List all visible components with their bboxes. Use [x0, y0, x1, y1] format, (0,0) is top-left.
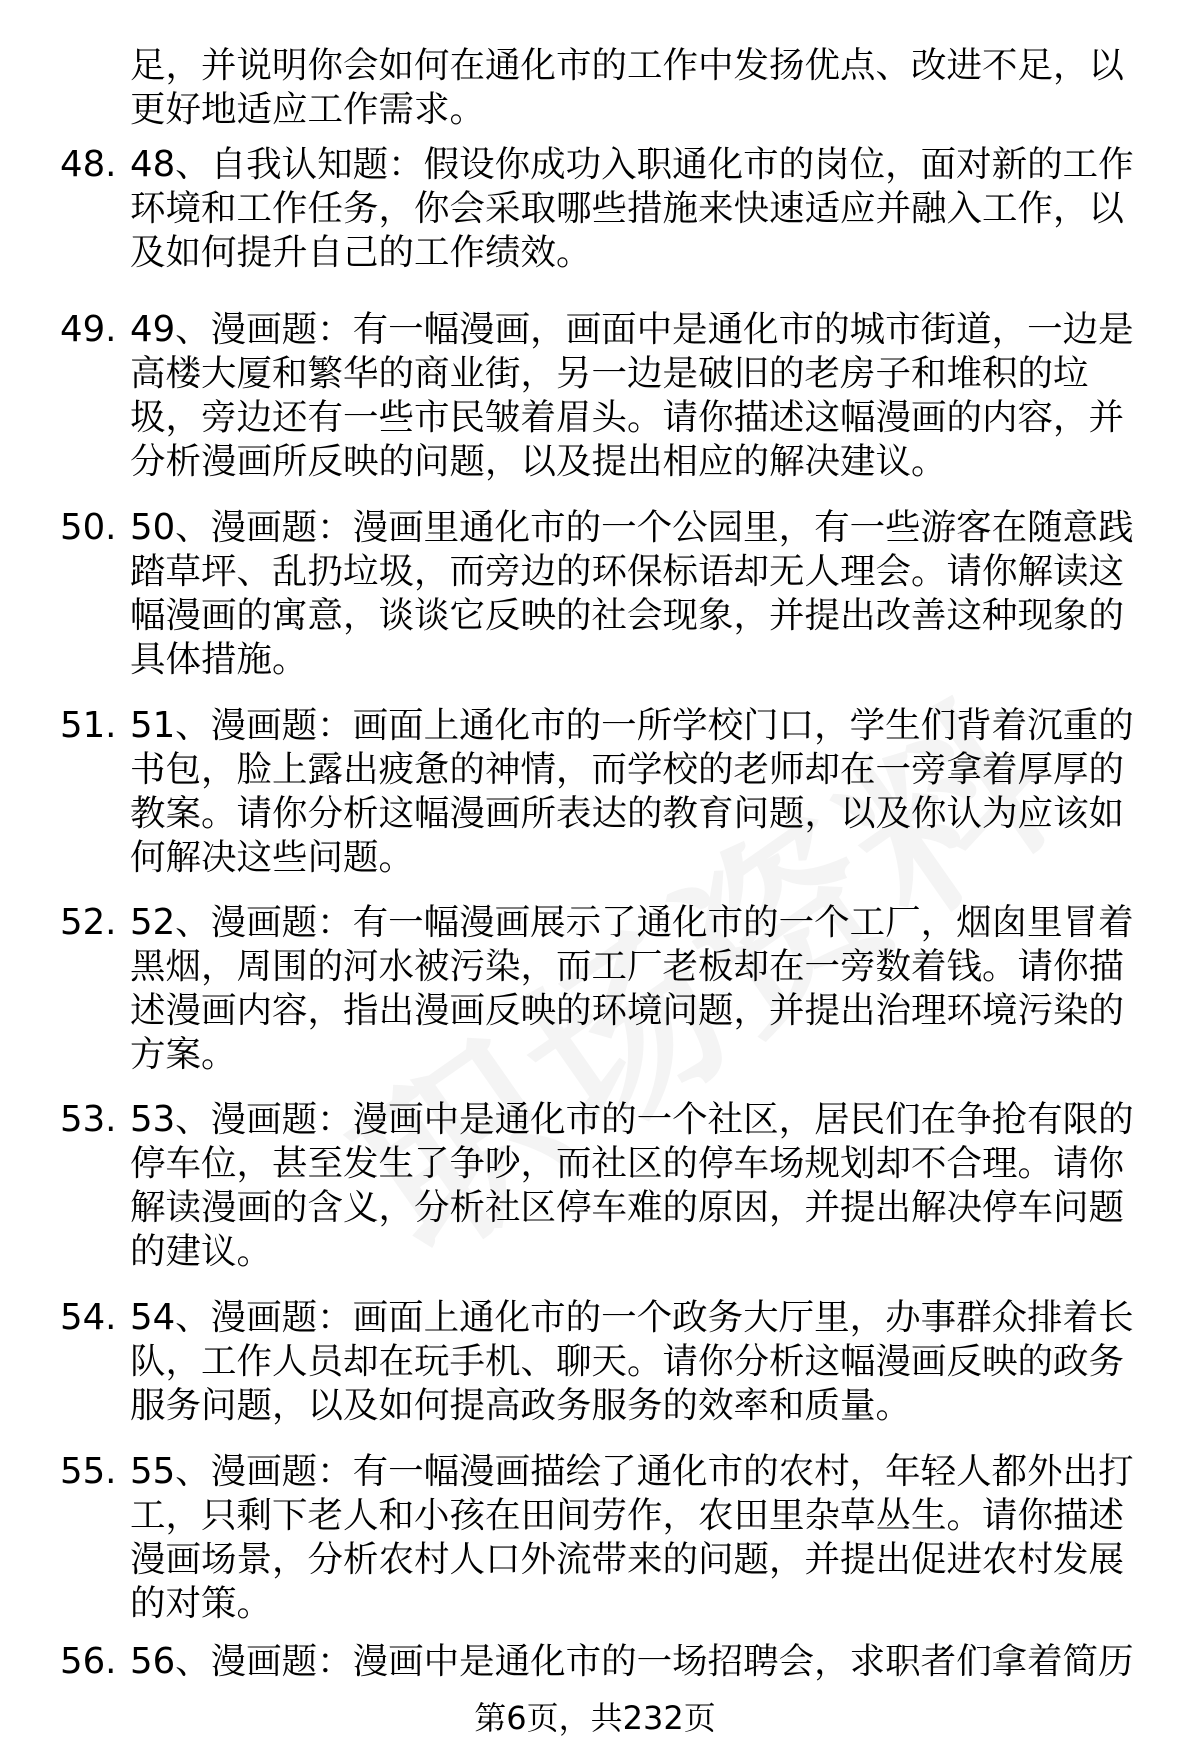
item-text [130, 1098, 1160, 1274]
item-text [130, 901, 1160, 1077]
text-line: 51、漫画题：画面上通化市的一所学校门口，学生们背着沉重的 [130, 705, 1134, 746]
item-text [130, 704, 1160, 880]
item-text [130, 1640, 1160, 1684]
text-line: 述漫画内容，指出漫画反映的环境问题，并提出治理环境污染的 [130, 990, 1125, 1031]
text-line: 何解决这些问题。 [130, 837, 415, 878]
item-number: 55. [60, 1451, 117, 1492]
item-number: 51. [60, 705, 117, 746]
item-text [130, 143, 1160, 275]
item-number: 53. [60, 1099, 117, 1140]
text-line: 工，只剩下老人和小孩在田间劳作，农田里杂草丛生。请你描述 [130, 1495, 1125, 1536]
text-line: 分析漫画所反映的问题，以及提出相应的解决建议。 [130, 441, 947, 482]
item-number: 50. [60, 507, 117, 548]
text-line: 书包，脸上露出疲惫的神情，而学校的老师却在一旁拿着厚厚的 [130, 749, 1125, 790]
text-line: 48、自我认知题：假设你成功入职通化市的岗位，面对新的工作 [130, 144, 1134, 185]
text-line: 服务问题，以及如何提高政务服务的效率和质量。 [130, 1385, 912, 1426]
text-line: 教案。请你分析这幅漫画所表达的教育问题，以及你认为应该如 [130, 793, 1125, 834]
text-line: 高楼大厦和繁华的商业街，另一边是破旧的老房子和堆积的垃 [130, 353, 1089, 394]
text-line: 足，并说明你会如何在通化市的工作中发扬优点、改进不足，以 [130, 45, 1125, 86]
text-line: 停车位，甚至发生了争吵，而社区的停车场规划却不合理。请你 [130, 1143, 1125, 1184]
text-line: 幅漫画的寓意，谈谈它反映的社会现象，并提出改善这种现象的 [130, 595, 1125, 636]
text-line: 环境和工作任务，你会采取哪些措施来快速适应并融入工作，以 [130, 188, 1125, 229]
text-line: 52、漫画题：有一幅漫画展示了通化市的一个工厂，烟囱里冒着 [130, 902, 1134, 943]
text-line: 56、漫画题：漫画中是通化市的一场招聘会，求职者们拿着简历 [130, 1641, 1134, 1682]
text-line: 更好地适应工作需求。 [130, 89, 486, 130]
page-footer [0, 1698, 1190, 1738]
text-line: 49、漫画题：有一幅漫画，画面中是通化市的城市街道，一边是 [130, 309, 1134, 350]
text-line: 53、漫画题：漫画中是通化市的一个社区，居民们在争抢有限的 [130, 1099, 1134, 1140]
item-text [130, 1296, 1160, 1428]
text-line: 54、漫画题：画面上通化市的一个政务大厅里，办事群众排着长 [130, 1297, 1134, 1338]
text-line: 黑烟，周围的河水被污染，而工厂老板却在一旁数着钱。请你描 [130, 946, 1125, 987]
item-number: 52. [60, 902, 117, 943]
text-line: 具体措施。 [130, 639, 308, 680]
item-text [130, 506, 1160, 682]
item-number: 48. [60, 144, 117, 185]
text-line: 解读漫画的含义，分析社区停车难的原因，并提出解决停车问题 [130, 1187, 1125, 1228]
item-number: 49. [60, 309, 117, 350]
continuation-paragraph [130, 44, 1160, 132]
text-line: 队，工作人员却在玩手机、聊天。请你分析这幅漫画反映的政务 [130, 1341, 1125, 1382]
text-line: 圾，旁边还有一些市民皱着眉头。请你描述这幅漫画的内容，并 [130, 397, 1125, 438]
text-line: 55、漫画题：有一幅漫画描绘了通化市的农村，年轻人都外出打 [130, 1451, 1134, 1492]
text-line: 漫画场景，分析农村人口外流带来的问题，并提出促进农村发展 [130, 1539, 1125, 1580]
text-line: 50、漫画题：漫画里通化市的一个公园里，有一些游客在随意践 [130, 507, 1134, 548]
page-number-label: 第6页，共232页 [474, 1699, 716, 1737]
text-line: 的建议。 [130, 1231, 273, 1272]
text-line: 踏草坪、乱扔垃圾，而旁边的环保标语却无人理会。请你解读这 [130, 551, 1125, 592]
item-text [130, 1450, 1160, 1626]
text-line: 方案。 [130, 1034, 237, 1075]
item-text [130, 308, 1160, 484]
item-number: 54. [60, 1297, 117, 1338]
text-line: 及如何提升自己的工作绩效。 [130, 232, 592, 273]
item-number: 56. [60, 1641, 117, 1682]
text-line: 的对策。 [130, 1583, 273, 1624]
